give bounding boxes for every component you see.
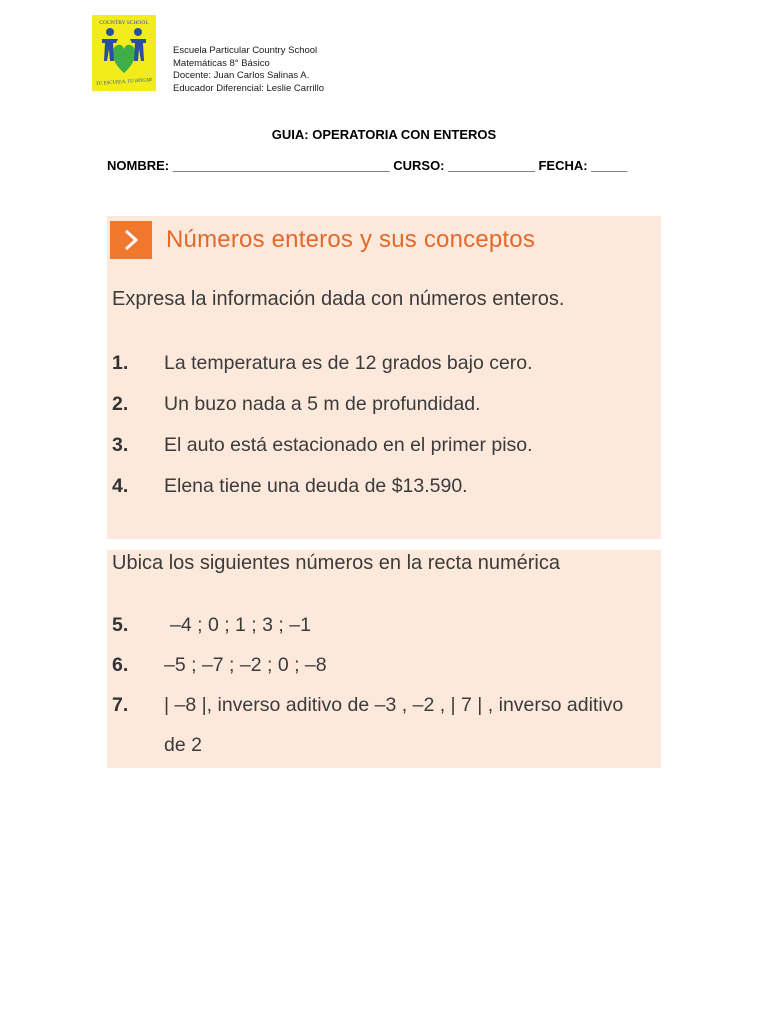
list-item xyxy=(112,475,468,498)
item-text: Elena tiene una deuda de $13.590. xyxy=(164,475,468,497)
item-number: 1. xyxy=(112,352,129,374)
list-item xyxy=(112,352,533,375)
item-text: –4 ; 0 ; 1 ; 3 ; –1 xyxy=(170,614,311,636)
subject-line: Matemáticas 8° Básico xyxy=(173,57,270,69)
section-2-panel xyxy=(107,550,661,768)
student-form-line: NOMBRE: ______________________________ CURSO: ____________ FECHA: _____ xyxy=(107,158,628,173)
item-text: –5 ; –7 ; –2 ; 0 ; –8 xyxy=(164,654,327,676)
item-number: 5. xyxy=(112,614,129,636)
list-item xyxy=(112,694,623,717)
list-item xyxy=(112,614,311,637)
section-1-header xyxy=(110,220,535,260)
school-info xyxy=(173,45,324,95)
list-item xyxy=(112,434,533,457)
item-number: 2. xyxy=(112,393,129,415)
section-2-instruction: Ubica los siguientes números en la recta numérica xyxy=(112,552,560,574)
item-text: El auto está estacionado en el primer piso. xyxy=(164,434,533,456)
section-1-panel xyxy=(107,216,661,539)
list-item xyxy=(112,393,481,416)
school-logo xyxy=(92,15,156,91)
list-item xyxy=(112,654,327,677)
item-text: | –8 |, inverso aditivo de –3 , –2 , | 7 | , inverso aditivo xyxy=(164,694,624,716)
item-number: 3. xyxy=(112,434,129,456)
item-text: La temperatura es de 12 grados bajo cero. xyxy=(164,352,533,374)
teacher-line: Docente: Juan Carlos Salinas A. xyxy=(173,70,310,82)
section-1-title: Números enteros y sus conceptos xyxy=(166,226,536,253)
section-1-instruction: Expresa la información dada con números enteros. xyxy=(112,288,565,310)
item-number: 6. xyxy=(112,654,129,676)
item-text: Un buzo nada a 5 m de profundidad. xyxy=(164,393,481,415)
chevron-right-icon xyxy=(110,221,152,259)
page-title: GUIA: OPERATORIA CON ENTEROS xyxy=(271,127,497,142)
school-name: Escuela Particular Country School xyxy=(173,45,318,56)
item-number: 7. xyxy=(112,694,129,716)
item-7-continuation: de 2 xyxy=(164,734,202,756)
item-number: 4. xyxy=(112,475,129,497)
logo-top-text: COUNTRY SCHOOL xyxy=(99,20,149,26)
educator-line: Educador Diferencial: Leslie Carrillo xyxy=(173,82,325,94)
logo-bottom-text: TU ESCUELA, TU HOGAR xyxy=(95,78,153,87)
